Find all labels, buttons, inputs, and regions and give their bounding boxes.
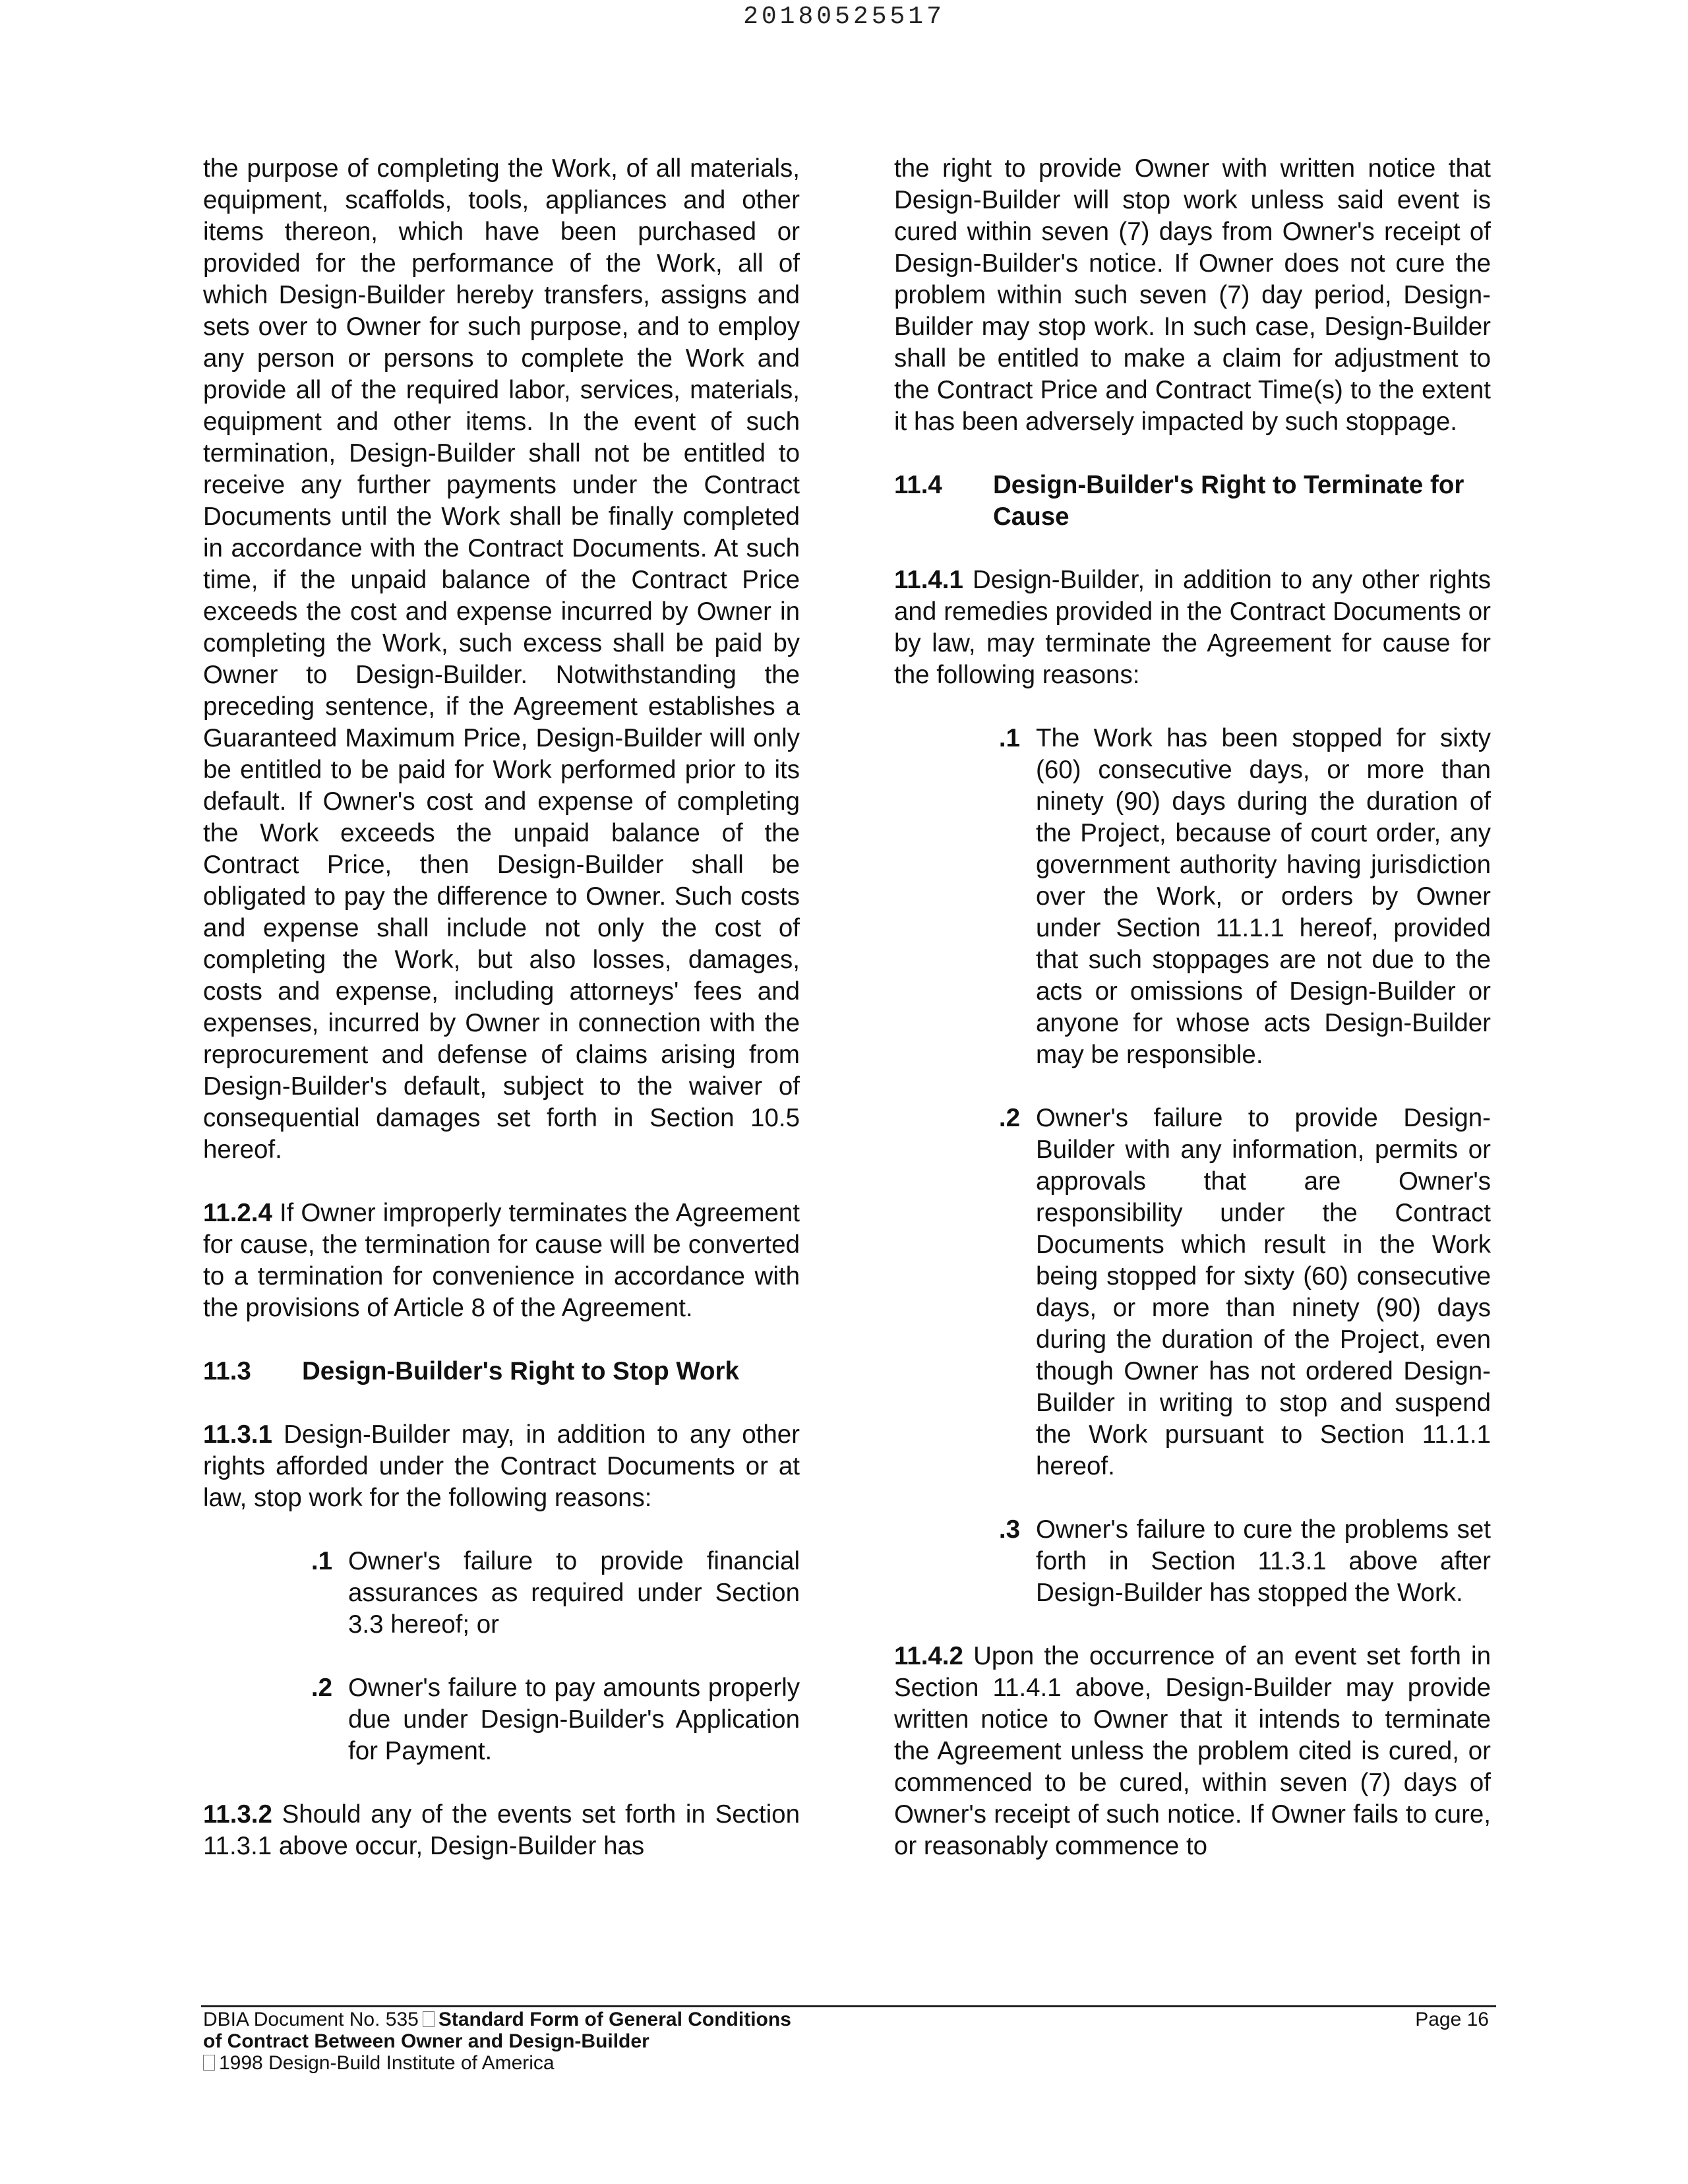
page-footer [203,2009,1495,2074]
section-number: 11.3.1 [203,1420,272,1449]
section-text: Should any of the events set forth in Section 11.3.1 above occur, Design-Builder has [203,1800,800,1860]
section-number: 11.2.4 [203,1199,272,1227]
list-item [894,1514,1491,1609]
document-id: 20180525517 [743,3,945,31]
heading-11-3 [203,1356,800,1387]
footer-title-2: of Contract Between Owner and Design-Builder [203,2030,649,2052]
page-number: Page 16 [1415,2009,1489,2030]
heading-11-4 [894,470,1491,533]
list-item [203,1672,800,1767]
section-11-4-1 [894,564,1491,691]
footer-line-2 [203,2030,1495,2052]
section-11-3-2 [203,1799,800,1862]
footer-title-1: Standard Form of General Conditions [438,2009,791,2030]
item-text: Owner's failure to provide financial assurances as required under Section 3.3 hereof; or [348,1547,800,1639]
footer-doc-number: DBIA Document No. 535 [203,2009,419,2030]
footer-line-1 [203,2009,1495,2030]
list-item [894,1103,1491,1482]
box-glyph-icon [423,2011,435,2027]
footer-line-3 [203,2052,1495,2074]
section-number: 11.4.2 [894,1642,963,1670]
list-item [203,1546,800,1641]
item-text: Owner's failure to cure the problems set forth in Section 11.3.1 above after Design-Builder has stopped the Work. [1036,1515,1491,1607]
section-text: Upon the occurrence of an event set forth in Section 11.4.1 above, Design-Builder may provide written notice to Owner that it intends to terminate the Agreement unless the problem cited is cured, or commenced to be cured, within seven (7) days of Owner's receipt of such notice. If Owner fails to cure, or reasonably commence to [894,1642,1492,1860]
section-text: Design-Builder may, in addition to any other rights afforded under the Contract Documents or at law, stop work for the following reasons: [203,1420,800,1512]
section-number: 11.4.1 [894,566,963,594]
right-column [894,153,1491,1894]
item-text: Owner's failure to provide Design-Builder with any information, permits or approvals that are Owner's responsibility under the Contract Documents which result in the Work being stopped for sixty (60) consecutive days, or more than ninety (90) days during the duration of the Project, even though Owner has not ordered Design-Builder in writing to stop and suspend the Work pursuant to Section 11.1.1 hereof. [1036,1104,1491,1480]
item-text: Owner's failure to pay amounts properly due under Design-Builder's Application for Payment. [348,1674,800,1765]
section-text: If Owner improperly terminates the Agreement for cause, the termination for cause will be converted to a termination for convenience in accordance with the provisions of Article 8 of the Agreement. [203,1199,800,1322]
heading-number: 11.4 [894,471,942,499]
section-11-3-1 [203,1419,800,1514]
section-11-2-4 [203,1198,800,1324]
footer-copyright: 1998 Design-Build Institute of America [219,2052,555,2074]
item-text: The Work has been stopped for sixty (60) consecutive days, or more than ninety (90) days during the duration of the Project, because of court order, any government authority having jurisdiction over the Work, or orders by Owner under Section 11.1.1 hereof, provided that such stoppages are not due to the acts or omissions of Design-Builder or anyone for whose acts Design-Builder may be responsible. [1036,724,1491,1069]
item-marker: .3 [998,1515,1020,1544]
heading-title: Design-Builder's Right to Stop Work [302,1357,739,1385]
continued-paragraph: the right to provide Owner with written notice that Design-Builder will stop work unless said event is cured within seven (7) days from Owner's receipt of Design-Builder's notice. If Owner does not cure the problem within such seven (7) day period, Design-Builder may stop work. In such case, Design-Builder shall be entitled to make a claim for adjustment to the Contract Price and Contract Time(s) to the extent it has been adversely impacted by such stoppage. [894,154,1491,436]
section-11-4-2 [894,1641,1491,1862]
continued-paragraph: the purpose of completing the Work, of all materials, equipment, scaffolds, tools, appliances and other items thereon, which have been purchased or provided for the performance of the Work, all of which Design-Builder hereby transfers, assigns and sets over to Owner for such purpose, and to employ any person or persons to complete the Work and provide all of the required labor, services, materials, equipment and other items. In the event of such termination, Design-Builder shall not be entitled to receive any further payments under the Contract Documents until the Work shall be finally completed in accordance with the Contract Documents. At such time, if the unpaid balance of the Contract Price exceeds the cost and expense incurred by Owner in completing the Work, such excess shall be paid by Owner to Design-Builder. Notwithstanding the preceding sentence, if the Agreement establishes a Guaranteed Maximum Price, Design-Builder will only be entitled to be paid for Work performed prior to its default. If Owner's cost and expense of completing the Work exceeds the unpaid balance of the Contract Price, then Design-Builder shall be obligated to pay the difference to Owner. Such costs and expense shall include not only the cost of completing the Work, but also losses, damages, costs and expense, including attorneys' fees and expenses, incurred by Owner in connection with the reprocurement and defense of claims arising from Design-Builder's default, subject to the waiver of consequential damages set forth in Section 10.5 hereof. [203,154,800,1164]
list-item [894,723,1491,1071]
left-column [203,153,800,1894]
section-number: 11.3.2 [203,1800,272,1829]
item-marker: .2 [998,1104,1020,1132]
section-text: Design-Builder, in addition to any other rights and remedies provided in the Contract Documents or by law, may terminate the Agreement for cause for the following reasons: [894,566,1491,689]
footer-divider [201,2005,1496,2007]
heading-number: 11.3 [203,1357,251,1385]
item-marker: .1 [311,1547,332,1575]
item-marker: .1 [998,724,1020,752]
copyright-box-icon [203,2055,215,2071]
item-marker: .2 [311,1674,332,1702]
heading-title: Design-Builder's Right to Terminate for Cause [993,471,1464,531]
